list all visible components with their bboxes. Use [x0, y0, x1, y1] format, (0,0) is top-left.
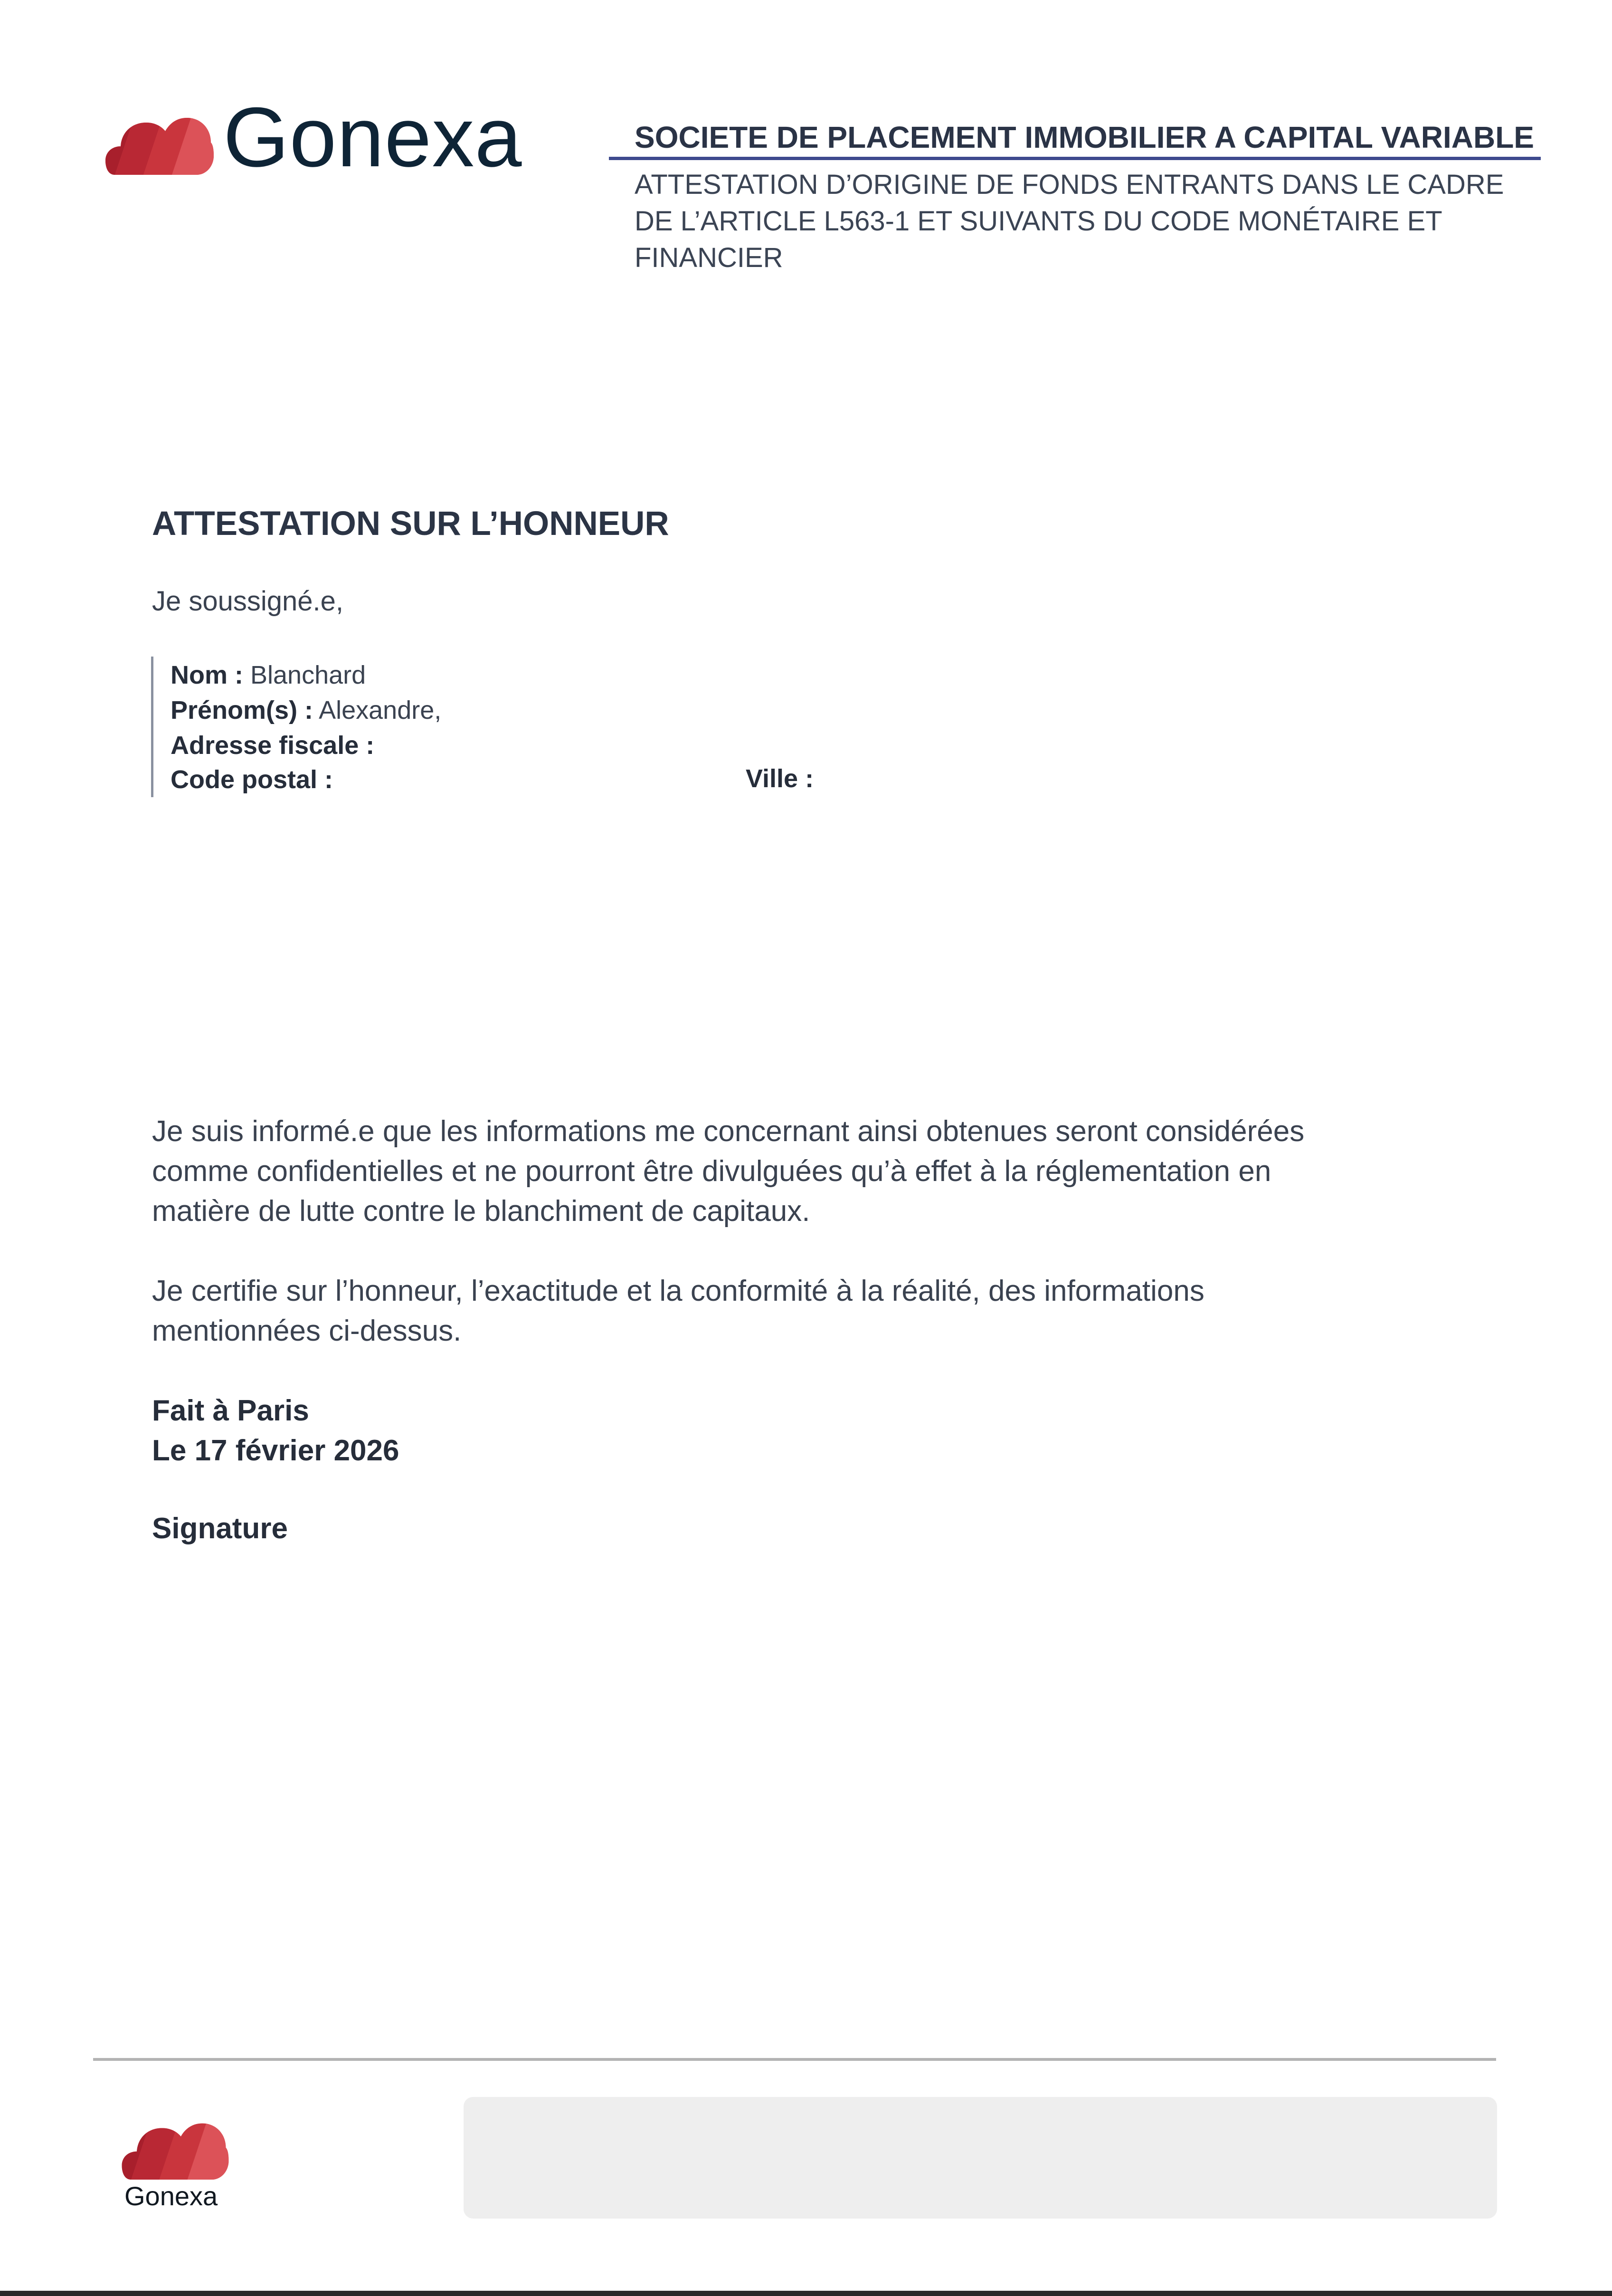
confidentiality-paragraph	[152, 1112, 1444, 1231]
nom-label: Nom :	[171, 661, 243, 689]
footer-brand-name: Gonexa	[124, 2181, 218, 2211]
page-bottom-edge	[0, 2291, 1612, 2296]
subtitle-line: ATTESTATION D’ORIGINE DE FONDS ENTRANTS DANS LE CADRE	[635, 169, 1504, 200]
signature-label: Signature	[152, 1512, 288, 1545]
place-date-block	[152, 1391, 399, 1471]
paragraph-line: Je certifie sur l’honneur, l’exactitude et la conformité à la réalité, des informations	[152, 1275, 1204, 1307]
document-subtitle	[635, 166, 1537, 276]
ville-label: Ville :	[746, 764, 814, 793]
subtitle-line: FINANCIER	[635, 242, 783, 273]
paragraph-line: mentionnées ci-dessus.	[152, 1315, 462, 1347]
company-type-heading: SOCIETE DE PLACEMENT IMMOBILIER A CAPITAL VARIABLE	[635, 120, 1534, 154]
footer-logo-cloud-icon	[122, 2109, 229, 2180]
field-prenom	[171, 695, 441, 725]
brand-name: Gonexa	[223, 90, 522, 184]
footer-divider	[93, 2058, 1496, 2061]
paragraph-line: matière de lutte contre le blanchiment de capitaux.	[152, 1195, 810, 1228]
paragraph-line: comme confidentielles et ne pourront être divulguées qu’à effet à la réglementation en	[152, 1155, 1271, 1188]
paragraph-line: Je suis informé.e que les informations me concernant ainsi obtenues seront considérées	[152, 1115, 1305, 1148]
header-divider	[609, 157, 1541, 160]
code-postal-label: Code postal :	[171, 765, 333, 794]
subtitle-line: DE L’ARTICLE L563-1 ET SUIVANTS DU CODE MONÉTAIRE ET	[635, 206, 1442, 237]
prenom-label: Prénom(s) :	[171, 696, 313, 724]
gonexa-logo-cloud-icon	[105, 104, 214, 175]
field-nom	[171, 660, 366, 690]
certification-paragraph	[152, 1271, 1444, 1351]
footer-info-box	[464, 2097, 1497, 2219]
intro-text: Je soussigné.e,	[152, 586, 344, 617]
date-text: Le 17 février 2026	[152, 1434, 399, 1467]
prenom-value: Alexandre,	[319, 696, 442, 724]
place-text: Fait à Paris	[152, 1394, 309, 1427]
attestation-title: ATTESTATION SUR L’HONNEUR	[152, 505, 669, 543]
nom-value: Blanchard	[250, 661, 366, 689]
field-adresse	[171, 731, 374, 760]
field-code-postal	[171, 765, 333, 794]
adresse-label: Adresse fiscale :	[171, 731, 375, 760]
